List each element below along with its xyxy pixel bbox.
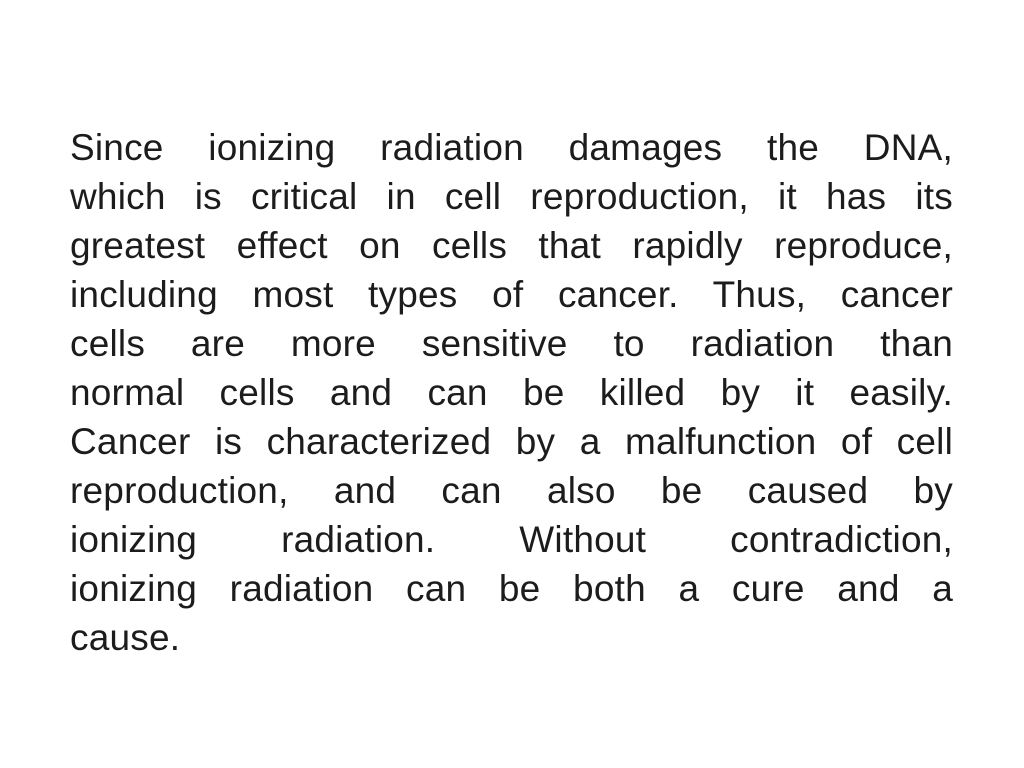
text-line: cause. bbox=[70, 617, 181, 658]
text-line: greatest effect on cells that rapidly reproduce, bbox=[70, 225, 953, 266]
text-line: ionizing radiation. Without contradiction, bbox=[70, 519, 953, 560]
text-line: Cancer is characterized by a malfunction of cell bbox=[70, 421, 953, 462]
text-line: reproduction, and can also be caused by bbox=[70, 470, 953, 511]
text-line: cells are more sensitive to radiation than bbox=[70, 323, 953, 364]
slide-text-block bbox=[70, 123, 953, 662]
text-line: which is critical in cell reproduction, it has its bbox=[70, 176, 953, 217]
text-line: ionizing radiation can be both a cure and a bbox=[70, 568, 953, 609]
text-line: Since ionizing radiation damages the DNA, bbox=[70, 127, 953, 168]
text-line: including most types of cancer. Thus, cancer bbox=[70, 274, 953, 315]
text-line: normal cells and can be killed by it easily. bbox=[70, 372, 953, 413]
